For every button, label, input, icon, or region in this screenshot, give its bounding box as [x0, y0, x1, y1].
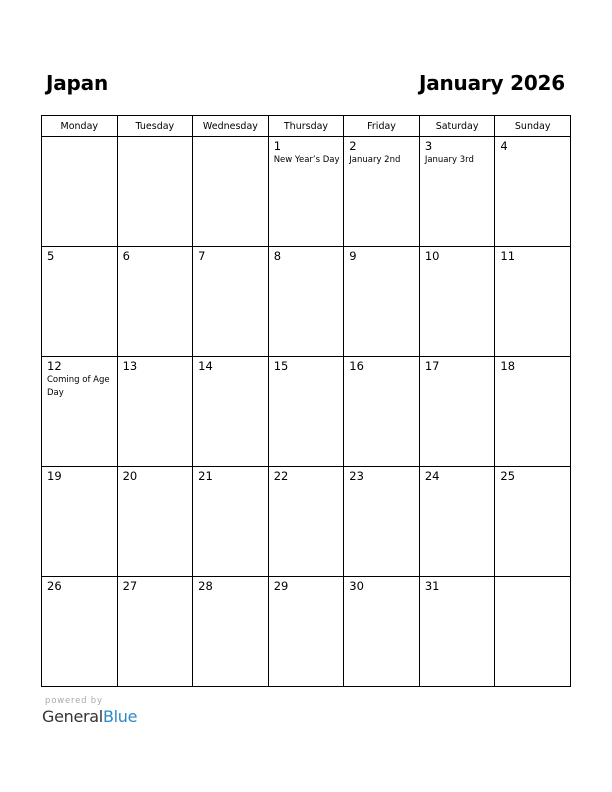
day-number: 2 [349, 139, 357, 153]
day-number [42, 137, 117, 140]
day-number: 3 [424, 139, 433, 153]
day-number: 19 [47, 469, 62, 483]
holiday-label: Coming of Age Day [47, 375, 110, 398]
weekday-header: Monday [42, 116, 118, 137]
day-cell [193, 467, 269, 577]
day-cell [344, 357, 420, 467]
day-number: 7 [198, 249, 206, 263]
day-cell [42, 467, 118, 577]
day-cell [42, 357, 118, 467]
day-cell [419, 247, 495, 357]
day-number [118, 137, 193, 140]
week-row [42, 577, 571, 687]
calendar-grid [41, 115, 571, 687]
brand-logo [42, 707, 137, 726]
day-number: 6 [122, 249, 130, 263]
day-cell [495, 357, 571, 467]
weekday-header: Friday [344, 116, 420, 137]
day-number: 23 [349, 469, 364, 483]
holiday-label: January 3rd [424, 155, 474, 165]
day-number: 5 [47, 249, 55, 263]
day-cell [117, 137, 193, 247]
day-cell [268, 467, 344, 577]
day-cell [42, 577, 118, 687]
day-number: 24 [424, 469, 440, 483]
day-number: 31 [424, 579, 440, 593]
day-number: 11 [500, 249, 516, 263]
day-cell [344, 577, 420, 687]
day-cell [495, 467, 571, 577]
day-cell [42, 137, 118, 247]
day-number: 12 [47, 359, 62, 373]
day-number: 20 [122, 469, 138, 483]
day-cell [344, 247, 420, 357]
day-cell [419, 467, 495, 577]
week-row [42, 467, 571, 577]
day-number: 15 [273, 359, 289, 373]
day-cell [268, 247, 344, 357]
holiday-label: January 2nd [349, 155, 401, 165]
day-number: 9 [349, 249, 357, 263]
day-number: 21 [198, 469, 213, 483]
day-cell [495, 137, 571, 247]
day-number: 25 [500, 469, 516, 483]
day-number: 30 [349, 579, 364, 593]
day-cell [419, 137, 495, 247]
day-cell [495, 577, 571, 687]
day-number: 16 [349, 359, 364, 373]
day-cell [495, 247, 571, 357]
month-title: January 2026 [418, 71, 565, 95]
weekday-header: Thursday [268, 116, 344, 137]
country-title: Japan [46, 71, 108, 95]
weekday-header: Saturday [419, 116, 495, 137]
day-cell [117, 247, 193, 357]
day-cell [42, 247, 118, 357]
day-cell [117, 577, 193, 687]
week-row [42, 357, 571, 467]
brand-name-general: General [42, 707, 103, 726]
day-number [495, 577, 570, 580]
day-cell [117, 357, 193, 467]
day-number: 17 [424, 359, 440, 373]
weekday-header-row [42, 116, 571, 137]
day-cell [193, 577, 269, 687]
day-number: 14 [198, 359, 213, 373]
day-cell [419, 357, 495, 467]
day-number: 22 [273, 469, 289, 483]
day-number: 13 [122, 359, 138, 373]
day-number [193, 137, 268, 140]
day-number: 10 [424, 249, 440, 263]
day-number: 1 [273, 139, 282, 153]
day-cell [193, 137, 269, 247]
week-row [42, 247, 571, 357]
weekday-header: Tuesday [117, 116, 193, 137]
weekday-header: Sunday [495, 116, 571, 137]
day-number: 26 [47, 579, 62, 593]
day-number: 27 [122, 579, 138, 593]
day-number: 28 [198, 579, 213, 593]
day-number: 4 [500, 139, 508, 153]
day-cell [193, 357, 269, 467]
day-number: 29 [273, 579, 289, 593]
day-cell [268, 357, 344, 467]
day-cell [193, 247, 269, 357]
day-cell [268, 577, 344, 687]
day-cell [344, 137, 420, 247]
day-cell [268, 137, 344, 247]
brand-name-blue: Blue [102, 707, 138, 726]
powered-by-text: powered by [45, 696, 103, 706]
day-number: 8 [273, 249, 282, 263]
holiday-label: New Year’s Day [273, 155, 340, 165]
week-row [42, 137, 571, 247]
day-cell [344, 467, 420, 577]
footer-branding [42, 696, 137, 726]
day-number: 18 [500, 359, 516, 373]
weekday-header: Wednesday [193, 116, 269, 137]
day-cell [419, 577, 495, 687]
day-cell [117, 467, 193, 577]
